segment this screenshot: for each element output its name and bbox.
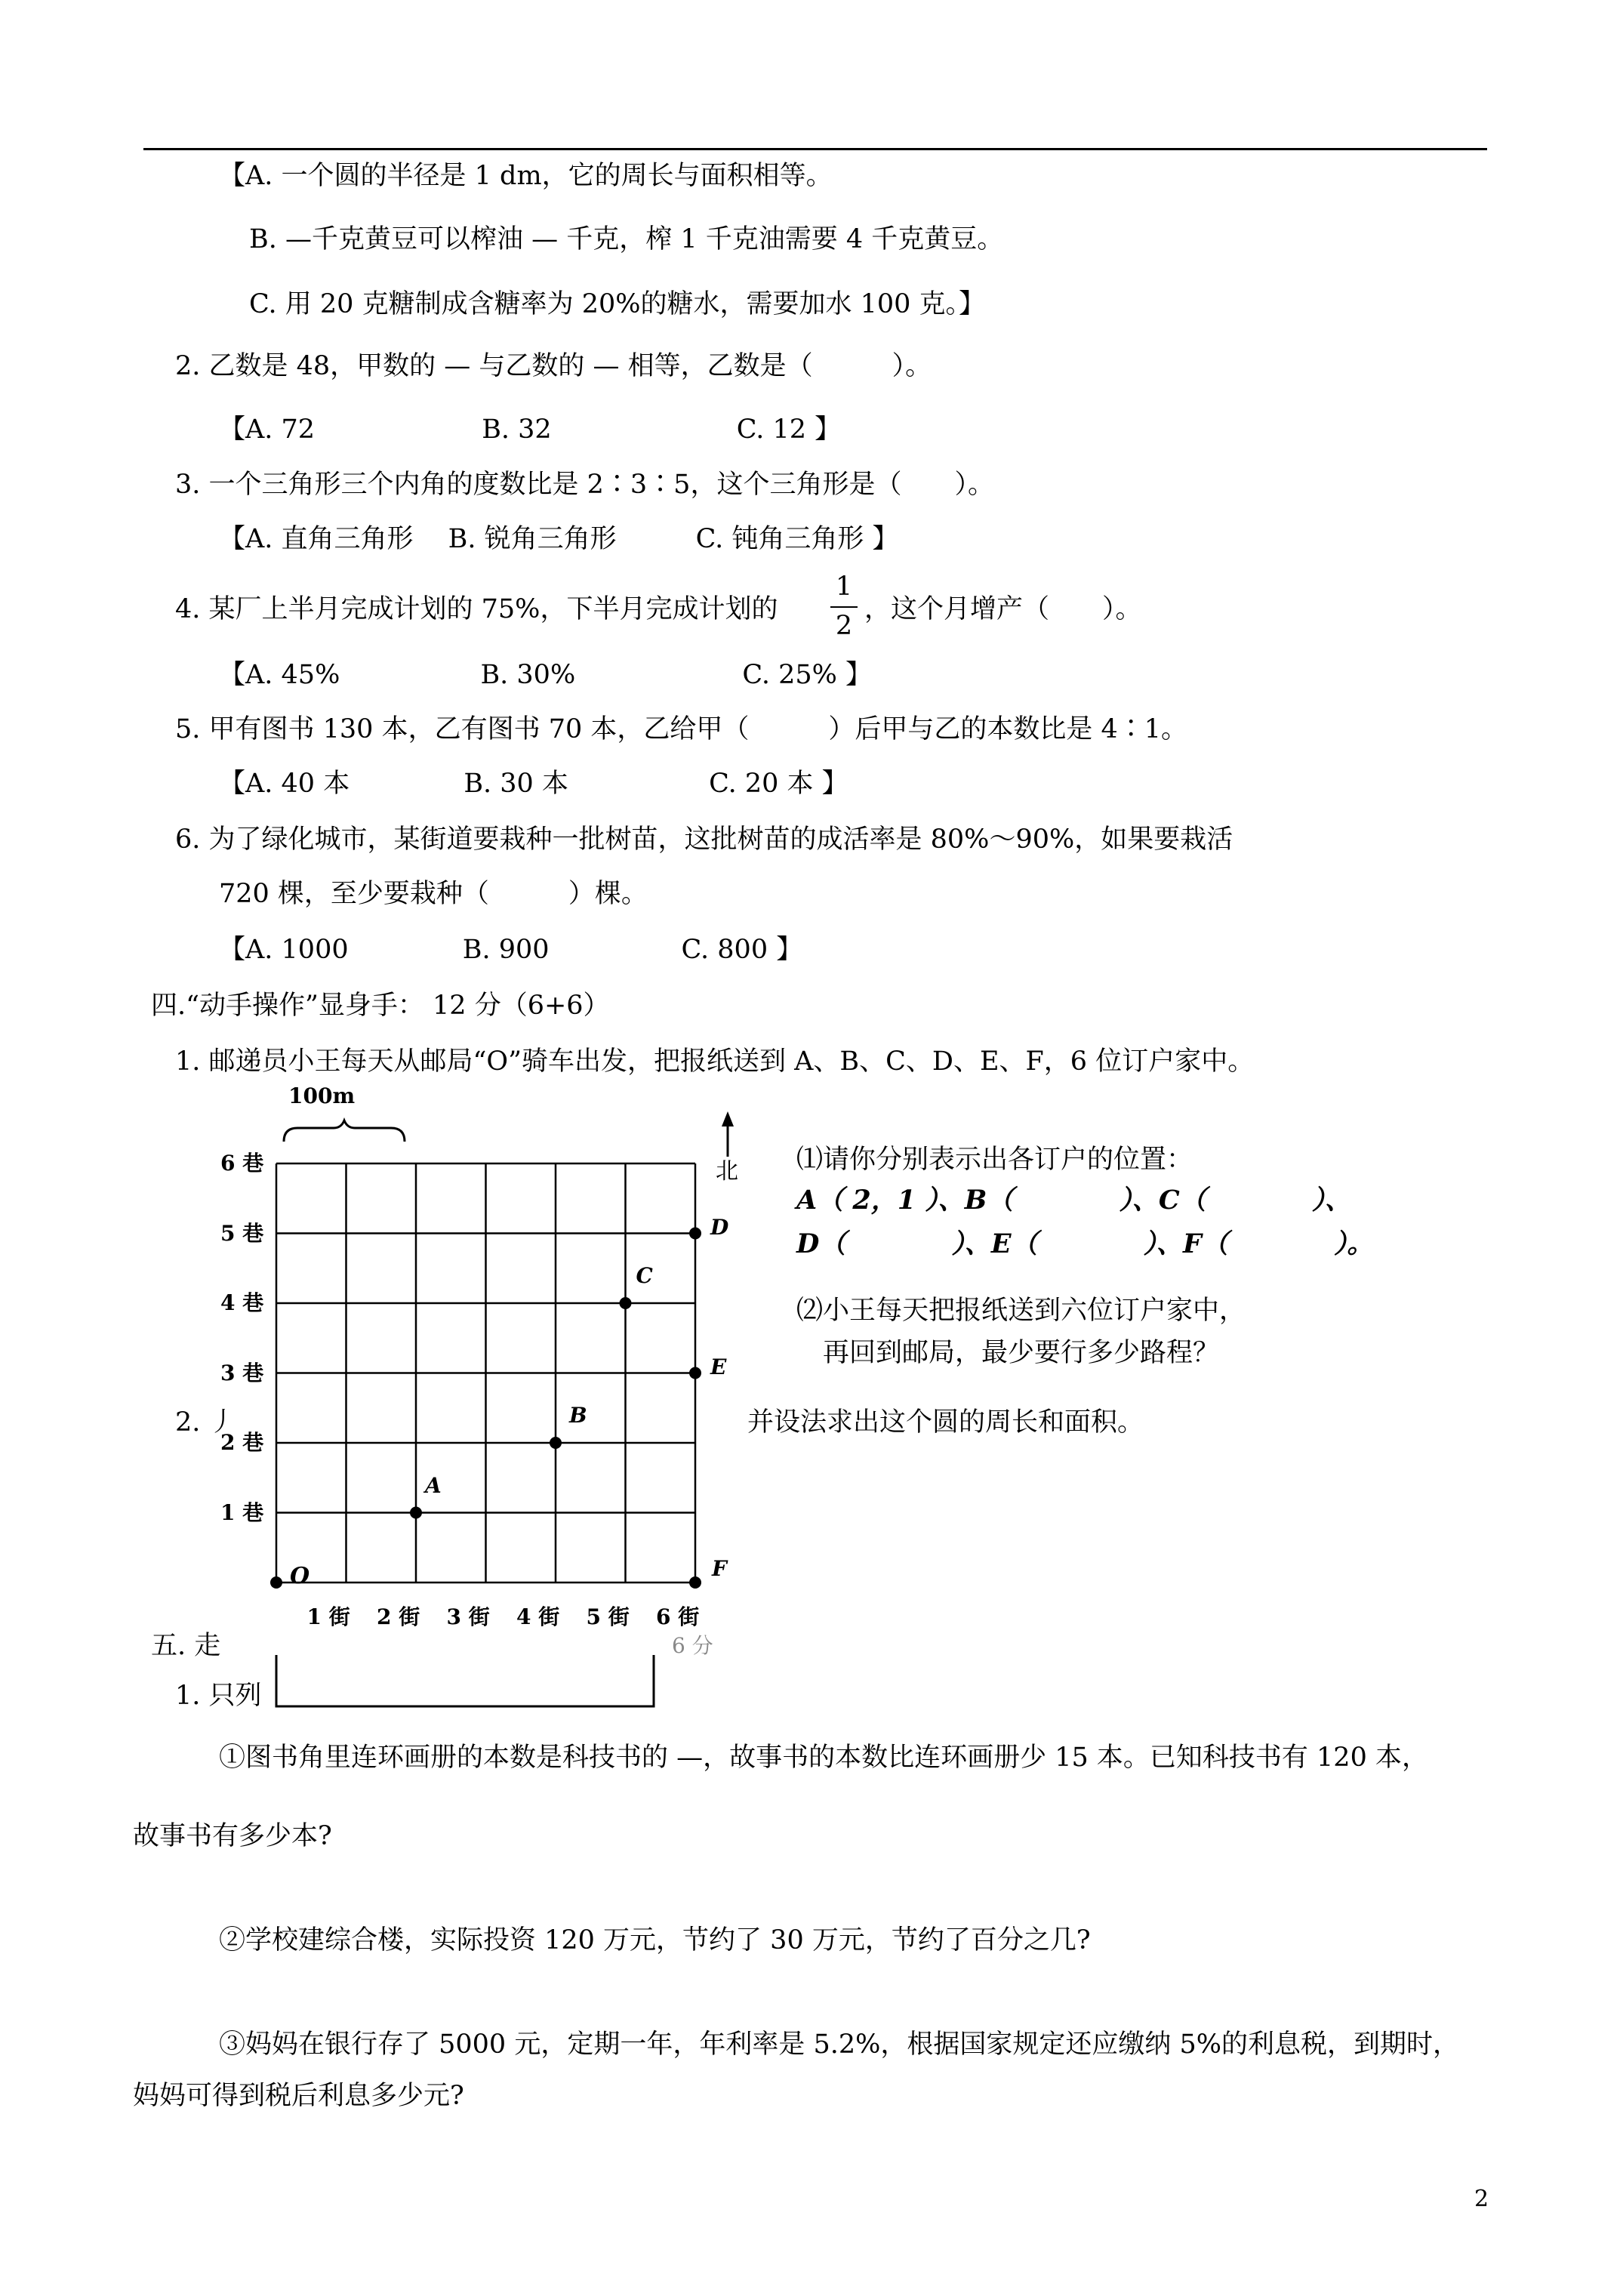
street-label: 5 街	[586, 1604, 630, 1629]
lane-label: 2 巷	[220, 1430, 264, 1455]
point-d	[689, 1228, 701, 1240]
section4-q2-partial-left: 2. 丿	[175, 1407, 236, 1438]
q3-2-stem: 2. 乙数是 48，甲数的 — 与乙数的 — 相等，乙数是（ ）。	[175, 351, 932, 381]
q3-5-options: 【A. 40 本 B. 30 本 C. 20 本 】	[219, 769, 848, 799]
q3-3-options: 【A. 直角三角形 B. 锐角三角形 C. 钝角三角形 】	[219, 524, 899, 554]
point-a	[410, 1507, 422, 1519]
point-b	[550, 1437, 562, 1449]
section4-title: 四.“动手操作”显身手： 12 分（6+6）	[151, 991, 610, 1021]
section5-title-tail: 6 分	[672, 1633, 713, 1658]
q3-4-stem-before: 4. 某厂上半月完成计划的 75%，下半月完成计划的	[175, 594, 778, 624]
street-label: 4 街	[516, 1604, 560, 1629]
north-arrow-icon	[722, 1111, 734, 1126]
q3-3-stem: 3. 一个三角形三个内角的度数比是 2∶3∶5，这个三角形是（ ）。	[175, 470, 994, 500]
origin-label: O	[290, 1563, 310, 1589]
section5-title-partial: 五. 走	[151, 1631, 221, 1661]
lane-label: 1 巷	[220, 1499, 264, 1525]
scale-label: 100m	[288, 1083, 356, 1108]
point-label-b: B	[569, 1403, 587, 1428]
scale-brace	[284, 1120, 405, 1142]
point-label-a: A	[425, 1472, 442, 1498]
north-label: 北	[716, 1158, 738, 1185]
street-label: 1 街	[306, 1604, 350, 1629]
q3-1-option-c: C. 用 20 克糖制成含糖率为 20%的糖水，需要加水 100 克。】	[249, 289, 986, 319]
map-q1-row1: A（ 2，1 ）、B（ ）、C（ ）、	[796, 1185, 1352, 1216]
q3-4-options: 【A. 45% B. 30% C. 25% 】	[219, 660, 873, 690]
street-label: 3 街	[446, 1604, 490, 1629]
fraction-denominator: 2	[835, 611, 853, 641]
origin-point	[270, 1576, 282, 1589]
problem-3-line1: ③妈妈在银行存了 5000 元，定期一年，年利率是 5.2%，根据国家规定还应缴纳 5%的利息税，到期时，	[219, 2029, 1460, 2060]
q3-5-stem: 5. 甲有图书 130 本，乙有图书 70 本，乙给甲（ ）后甲与乙的本数比是 4∶1。	[175, 714, 1188, 744]
q3-6-options: 【A. 1000 B. 900 C. 800 】	[219, 935, 803, 965]
lane-label: 3 巷	[220, 1360, 264, 1385]
lane-label: 6 巷	[220, 1151, 264, 1176]
map-q2-line1: ⑵小王每天把报纸送到六位订户家中，	[796, 1296, 1246, 1326]
map-q1-instruction: ⑴请你分别表示出各订户的位置：	[796, 1145, 1193, 1175]
q3-6-line2: 720 棵，至少要栽种（ ）棵。	[219, 879, 648, 909]
point-c	[620, 1297, 632, 1309]
point-e	[689, 1367, 701, 1379]
point-f	[689, 1576, 701, 1589]
section4-q2-partial-right: 并设法求出这个圆的周长和面积。	[747, 1407, 1144, 1438]
problem-2: ②学校建综合楼，实际投资 120 万元，节约了 30 万元，节约了百分之几?	[219, 1925, 1091, 1955]
lane-label: 4 巷	[220, 1290, 264, 1315]
q3-1-option-a: 【A. 一个圆的半径是 1 dm，它的周长与面积相等。	[219, 161, 833, 191]
problem-3-line2: 妈妈可得到税后利息多少元?	[133, 2081, 464, 2111]
section5-sub1-partial: 1. 只列	[175, 1681, 262, 1711]
q3-1-option-b: B. —千克黄豆可以榨油 — 千克，榨 1 千克油需要 4 千克黄豆。	[249, 224, 1004, 254]
map-q2-line2: 再回到邮局，最少要行多少路程？	[823, 1338, 1220, 1368]
point-label-d: D	[710, 1214, 729, 1240]
fraction-numerator: 1	[835, 572, 853, 602]
point-label-f: F	[712, 1556, 727, 1581]
q3-6-line1: 6. 为了绿化城市，某街道要栽种一批树苗，这批树苗的成活率是 80%～90%，如果要栽活	[175, 824, 1233, 855]
problem-1-line1: ①图书角里连环画册的本数是科技书的 —，故事书的本数比连环画册少 15 本。已知科技书有 120 本，	[219, 1743, 1428, 1773]
q3-2-options: 【A. 72 B. 32 C. 12 】	[219, 415, 842, 445]
lane-label: 5 巷	[220, 1220, 264, 1246]
point-label-c: C	[636, 1263, 653, 1288]
map-q1-row2: D（ ）、E（ ）、F（ ）。	[796, 1228, 1374, 1259]
street-label: 2 街	[377, 1604, 420, 1629]
street-label: 6 街	[656, 1604, 700, 1629]
map-grid-lines	[276, 1163, 695, 1583]
page-number: 2	[1474, 2186, 1489, 2212]
cover-box-outline	[276, 1655, 654, 1706]
section4-q1-stem: 1. 邮递员小王每天从邮局“O”骑车出发，把报纸送到 A、B、C、D、E、F，6 位订户家中。	[175, 1046, 1255, 1077]
problem-1-line2: 故事书有多少本?	[133, 1821, 332, 1851]
q3-4-stem-after: ，这个月增产（ ）。	[864, 594, 1142, 624]
point-label-e: E	[710, 1354, 727, 1379]
